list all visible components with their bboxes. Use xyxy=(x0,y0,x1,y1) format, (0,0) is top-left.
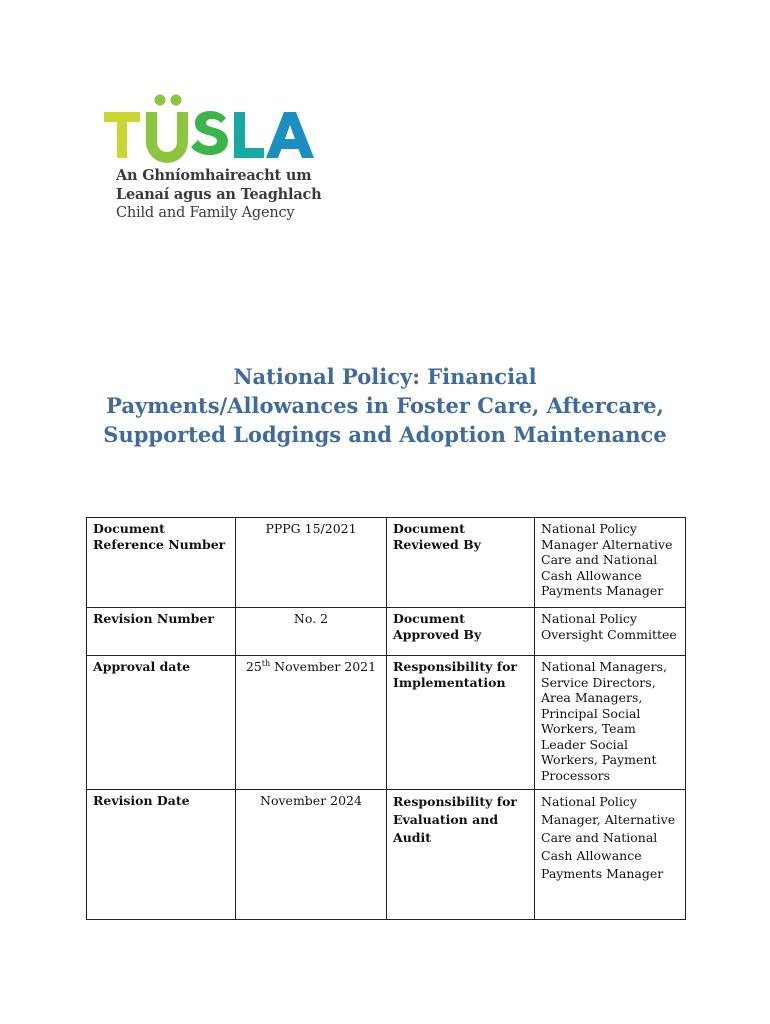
document-title xyxy=(0,362,770,449)
tusla-wordmark xyxy=(104,92,324,164)
value-revision-number: No. 2 xyxy=(236,608,387,656)
label-revision-number: Revision Number xyxy=(87,608,236,656)
value-approval-date xyxy=(236,656,387,790)
label-document-approved-by: Document Approved By xyxy=(387,608,535,656)
title-line-2: Payments/Allowances in Foster Care, Aftercare, xyxy=(106,393,664,418)
table-row xyxy=(87,790,686,920)
logo-tagline xyxy=(116,166,322,223)
label-document-reviewed-by: Document Reviewed By xyxy=(387,518,535,608)
table-row xyxy=(87,608,686,656)
approval-month-year: November 2021 xyxy=(270,659,377,674)
tusla-logo xyxy=(104,92,324,227)
label-responsibility-implementation: Responsibility for Implementation xyxy=(387,656,535,790)
value-revision-date: November 2024 xyxy=(236,790,387,920)
label-approval-date: Approval date xyxy=(87,656,236,790)
label-document-reference-number: Document Reference Number xyxy=(87,518,236,608)
value-responsibility-implementation: National Managers, Service Directors, Area Managers, Principal Social Workers, Team Leader Social Workers, Payment Processors xyxy=(535,656,686,790)
logo-line-irish-1: An Ghníomhaireacht um xyxy=(116,167,312,184)
title-line-3: Supported Lodgings and Adoption Maintenance xyxy=(103,422,667,447)
approval-day-suffix: th xyxy=(261,658,271,668)
value-responsibility-evaluation-audit: National Policy Manager, Alternative Care and National Cash Allowance Payments Manager xyxy=(535,790,686,920)
label-responsibility-evaluation-audit: Responsibility for Evaluation and Audit xyxy=(387,790,535,920)
document-info-table xyxy=(86,517,686,920)
logo-line-english: Child and Family Agency xyxy=(116,205,295,221)
label-revision-date: Revision Date xyxy=(87,790,236,920)
value-document-approved-by: National Policy Oversight Committee xyxy=(535,608,686,656)
value-document-reviewed-by: National Policy Manager Alternative Care and National Cash Allowance Payments Manager xyxy=(535,518,686,608)
approval-day: 25 xyxy=(245,659,262,674)
table-row xyxy=(87,518,686,608)
value-document-reference-number: PPPG 15/2021 xyxy=(236,518,387,608)
logo-line-irish-2: Leanaí agus an Teaghlach xyxy=(116,186,322,203)
table-row xyxy=(87,656,686,790)
title-line-1: National Policy: Financial xyxy=(233,364,537,389)
